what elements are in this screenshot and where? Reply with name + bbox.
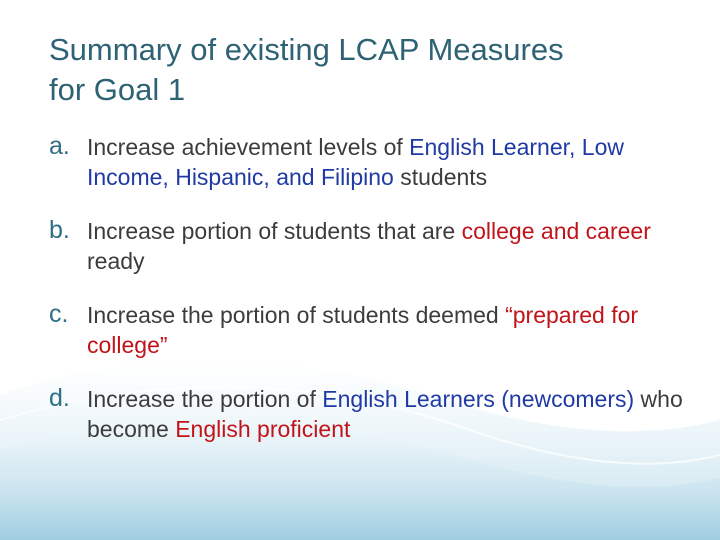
slide-title <box>49 30 689 110</box>
highlight-blue: English Learner, Low Income, Hispanic, and Filipino <box>87 134 624 190</box>
item-text: who become <box>87 386 683 442</box>
list-marker: c. <box>49 300 69 328</box>
list-marker: b. <box>49 216 70 244</box>
list-marker: a. <box>49 132 70 160</box>
item-text: Increase the portion of <box>87 386 323 412</box>
highlight-red: college and career <box>461 218 651 244</box>
item-text: Increase portion of students that are <box>87 218 462 244</box>
title-line-1: Summary of existing LCAP Measures <box>49 32 564 67</box>
list-item-d <box>49 384 689 444</box>
highlight-red: English proficient <box>175 416 351 442</box>
title-line-2: for Goal 1 <box>49 72 186 107</box>
item-text: ready <box>87 248 145 274</box>
item-text: Increase the portion of students deemed <box>87 302 506 328</box>
list-item-c <box>49 300 689 360</box>
highlight-red: “prepared for college” <box>87 302 639 358</box>
list-item-a <box>49 132 689 192</box>
highlight-blue: English Learners (newcomers) <box>322 386 635 412</box>
list-marker: d. <box>49 384 70 412</box>
item-text: students <box>393 164 488 190</box>
item-text: Increase achievement levels of <box>87 134 410 160</box>
measures-list <box>49 132 689 444</box>
list-item-b <box>49 216 689 276</box>
